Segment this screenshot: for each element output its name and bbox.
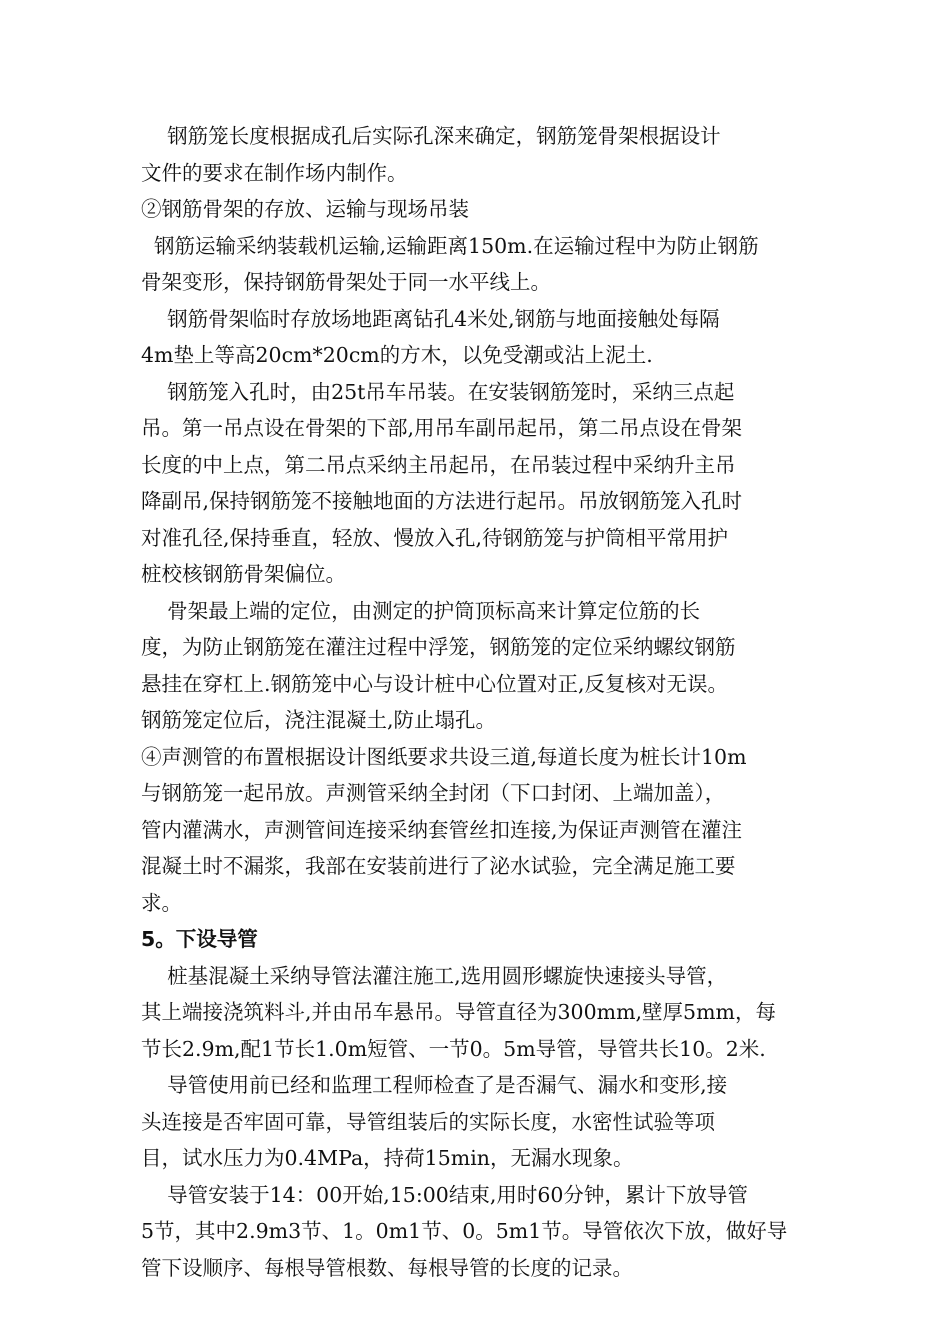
text-line: 导管安装于14：00开始,15:00结束,用时60分钟，累计下放导管 bbox=[141, 1182, 748, 1207]
text-line: 管下设顺序、每根导管根数、每根导管的长度的记录。 bbox=[141, 1255, 633, 1280]
text-line: 混凝土时不漏浆，我部在安装前进行了泌水试验，完全满足施工要 bbox=[141, 854, 736, 878]
text-line: 钢筋笼入孔时，由25t吊车吊装。在安装钢筋笼时，采纳三点起 bbox=[141, 379, 735, 404]
text-line: 与钢筋笼一起吊放。声测管采纳全封闭（下口封闭、上端加盖）， bbox=[141, 781, 726, 805]
text-line: 钢筋运输采纳装载机运输,运输距离150m.在运输过程中为防止钢筋 bbox=[141, 233, 759, 258]
text-line: 度，为防止钢筋笼在灌注过程中浮笼，钢筋笼的定位采纳螺纹钢筋 bbox=[141, 635, 736, 659]
text-line: 悬挂在穿杠上.钢筋笼中心与设计桩中心位置对正,反复核对无误。 bbox=[141, 671, 729, 696]
text-line: 钢筋笼定位后，浇注混凝土,防止塌孔。 bbox=[141, 708, 497, 732]
document-body bbox=[141, 118, 811, 1286]
text-line: 目，试水压力为0.4MPa，持荷15min，无漏水现象。 bbox=[141, 1146, 634, 1170]
text-line: 吊。第一吊点设在骨架的下部,用吊车副吊起吊，第二吊点设在骨架 bbox=[141, 416, 743, 440]
section-heading: 5。下设导管 bbox=[141, 927, 258, 951]
text-line: 管内灌满水，声测管间连接采纳套管丝扣连接,为保证声测管在灌注 bbox=[141, 817, 743, 842]
text-line: 求。 bbox=[141, 890, 182, 915]
text-line: 节长2.9m,配1节长1.0m短管、一节0。5m导管，导管共长10。2米. bbox=[141, 1036, 766, 1061]
text-line: 钢筋骨架临时存放场地距离钻孔4米处,钢筋与地面接触处每隔 bbox=[141, 306, 720, 331]
text-line: 桩校核钢筋骨架偏位。 bbox=[141, 562, 346, 586]
text-line: 桩基混凝土采纳导管法灌注施工,选用圆形螺旋快速接头导管， bbox=[141, 963, 728, 988]
text-line: 4m垫上等高20cm*20cm的方木，以免受潮或沾上泥土. bbox=[141, 343, 653, 367]
text-line: 骨架变形，保持钢筋骨架处于同一水平线上。 bbox=[141, 270, 551, 294]
text-line: 长度的中上点，第二吊点采纳主吊起吊，在吊装过程中采纳升主吊 bbox=[141, 452, 736, 477]
text-line: 导管使用前已经和监理工程师检查了是否漏气、漏水和变形,接 bbox=[141, 1073, 728, 1097]
text-line: 头连接是否牢固可靠，导管组装后的实际长度，水密性试验等项 bbox=[141, 1109, 715, 1134]
text-line: 文件的要求在制作场内制作。 bbox=[141, 160, 408, 185]
text-line: ②钢筋骨架的存放、运输与现场吊装 bbox=[141, 197, 469, 221]
text-line: 对准孔径,保持垂直，轻放、慢放入孔,待钢筋笼与护筒相平常用护 bbox=[141, 525, 729, 550]
text-line: 5节，其中2.9m3节、1。0m1节、0。5m1节。导管依次下放，做好导 bbox=[141, 1219, 788, 1243]
text-line: ④声测管的布置根据设计图纸要求共设三道,每道长度为桩长计10m bbox=[141, 744, 747, 769]
text-line: 降副吊,保持钢筋笼不接触地面的方法进行起吊。吊放钢筋笼入孔时 bbox=[141, 489, 743, 513]
text-line: 其上端接浇筑料斗,并由吊车悬吊。导管直径为300mm,壁厚5mm，每 bbox=[141, 1000, 776, 1024]
text-line: 钢筋笼长度根据成孔后实际孔深来确定，钢筋笼骨架根据设计 bbox=[141, 124, 721, 148]
text-line: 骨架最上端的定位，由测定的护筒顶标高来计算定位筋的长 bbox=[141, 598, 701, 623]
